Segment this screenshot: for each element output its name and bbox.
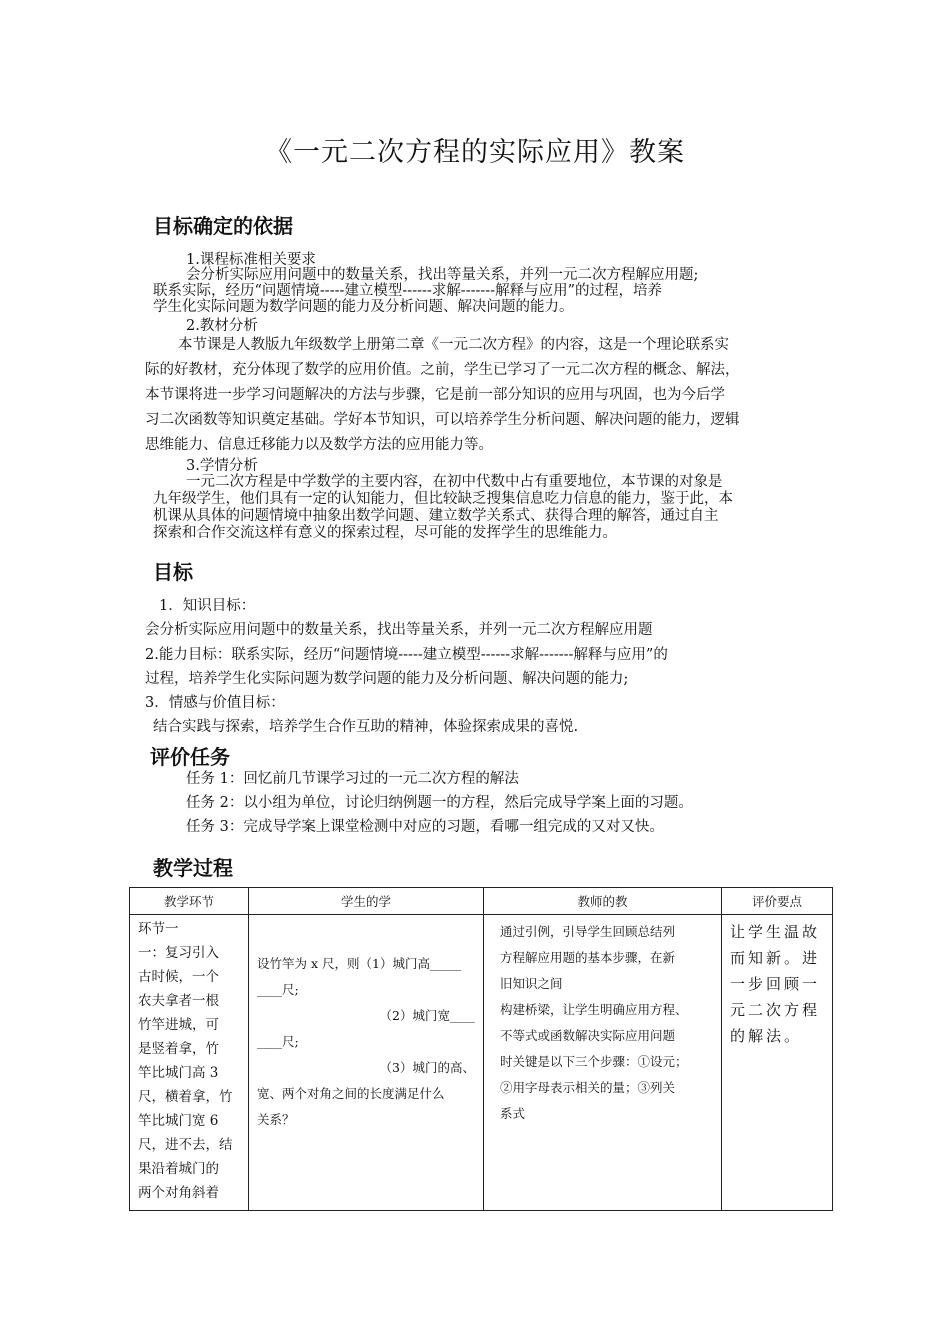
cell-line: 竿比城门宽 6 [138, 1113, 219, 1129]
cell-line: 元二次方程 [730, 1001, 821, 1019]
goal-line: 结合实践与探索，培养学生合作互助的精神，体验探索成果的喜悦. [153, 719, 579, 735]
cell-line: 的解法。 [730, 1027, 803, 1045]
item2-line: 际的好教材，充分体现了数学的应用价值。之前，学生已学习了一元二次方程的概念、解法， [145, 362, 740, 378]
item1-line: 学生化实际问题为数学问题的能力及分析问题、解决问题的能力。 [153, 299, 574, 315]
stage-cell [130, 915, 249, 1211]
document-title: 《一元二次方程的实际应用》教案 [265, 137, 685, 168]
item3-line: 九年级学生，他们具有一定的认知能力，但比较缺乏搜集信息吃力信息的能力，鉴于此，本 [153, 491, 733, 507]
cell-line: 时关键是以下三个步骤：①设元； [500, 1054, 688, 1069]
cell-line: 果沿着城门的 [138, 1161, 219, 1177]
cell-line: ____尺; [257, 1034, 299, 1049]
goal-line: 过程，培养学生化实际问题为数学问题的能力及分析问题、解决问题的能力; [145, 671, 629, 687]
cell-line: 不等式或函数解决实际应用问题 [500, 1028, 676, 1043]
task-line: 任务 2：以小组为单位，讨论归纳例题一的方程，然后完成导学案上面的习题。 [186, 795, 693, 811]
goal-line: 3．情感与价值目标： [145, 695, 285, 711]
header-cell: 教师的教 [484, 888, 722, 915]
cell-line: 尺，横着拿，竹 [138, 1089, 233, 1105]
goal-line: 会分析实际应用问题中的数量关系，找出等量关系，并列一元二次方程解应用题 [145, 622, 653, 638]
header-cell: 学生的学 [249, 888, 484, 915]
section-heading-goals: 目标 [153, 560, 193, 584]
cell-line: 一步回顾一 [730, 975, 821, 993]
cell-line: 通过引例，引导学生回顾总结列 [500, 924, 676, 939]
section-heading-process: 教学过程 [153, 856, 233, 880]
cell-line: 关系？ [257, 1112, 295, 1127]
item2-line: 习二次函数等知识奠定基础。学好本节知识，可以培养学生分析问题、解决问题的能力，逻辑 [145, 412, 740, 428]
cell-line: ②用字母表示相关的量；③列关 [500, 1080, 676, 1095]
task-line: 任务 3：完成导学案上课堂检测中对应的习题，看哪一组完成的又对又快。 [186, 819, 664, 835]
item3-line: 机课从具体的问题情境中抽象出数学问题、建立数学关系式、获得合理的解答，通过自主 [153, 508, 719, 524]
item2-label: 2.教材分析 [186, 318, 258, 334]
item2-line: 本节课将进一步学习问题解决的方法与步骤，它是前一部分知识的应用与巩固，也为今后学 [145, 387, 725, 403]
task-line: 任务 1：回忆前几节课学习过的一元二次方程的解法 [186, 771, 519, 787]
header-cell: 教学环节 [130, 888, 249, 915]
section-heading-basis: 目标确定的依据 [153, 214, 293, 238]
goal-line: 1．知识目标： [159, 598, 256, 614]
cell-line: 让学生温故 [730, 923, 821, 941]
lesson-table [129, 887, 833, 1211]
teacher-teaching-cell [484, 915, 722, 1211]
goal-line: 2.能力目标：联系实际，经历“问题情境-----建立模型------求解-------解释与应用”的 [145, 647, 668, 663]
cell-line: ____尺; [257, 982, 299, 997]
cell-line: 是竖着拿，竹 [138, 1041, 219, 1057]
table-row [130, 915, 833, 1211]
cell-line: 而知新。进 [730, 949, 821, 967]
header-cell: 评价要点 [722, 888, 833, 915]
item3-line: 探索和合作交流这样有意义的探索过程，尽可能的发挥学生的思维能力。 [153, 525, 617, 541]
evaluation-points-cell [722, 915, 833, 1211]
cell-line: 尺，进不去，结 [138, 1137, 233, 1153]
cell-line: 两个对角斜着 [138, 1185, 219, 1201]
cell-line: 古时候，一个 [138, 969, 219, 985]
cell-line: 农夫拿者一根 [138, 993, 219, 1009]
item2-line: 本节课是人教版九年级数学上册第二章《一元二次方程》的内容，这是一个理论联系实 [178, 337, 729, 353]
cell-line: （2）城门宽____ [379, 1008, 475, 1023]
cell-line: 构建桥梁，让学生明确应用方程、 [500, 1002, 688, 1017]
cell-line: 一：复习引入 [138, 945, 219, 961]
table-header-row [130, 888, 833, 915]
section-heading-tasks: 评价任务 [150, 745, 230, 769]
cell-line: 竹竿进城，可 [138, 1017, 219, 1033]
cell-line: （3）城门的高、 [379, 1060, 475, 1075]
cell-line: 竿比城门高 3 [138, 1065, 219, 1081]
cell-line: 宽、两个对角之间的长度满足什么 [257, 1086, 445, 1101]
item2-line: 思维能力、信息迁移能力以及数学方法的应用能力等。 [145, 437, 493, 453]
item3-label: 3.学情分析 [186, 458, 258, 474]
cell-line: 环节一 [138, 921, 179, 937]
item1-line: 联系实际，经历“问题情境-----建立模型------求解-------解释与应用”的过程，培养 [153, 283, 663, 299]
cell-line: 系式 [500, 1106, 526, 1121]
cell-line: 设竹竿为 x 尺，则（1）城门高_____ [257, 956, 462, 971]
item1-label: 1.课程标准相关要求 [186, 252, 316, 268]
student-learning-cell [249, 915, 484, 1211]
item1-line: 会分析实际应用问题中的数量关系，找出等量关系，并列一元二次方程解应用题; [186, 267, 699, 283]
cell-line: 旧知识之间 [500, 976, 563, 991]
item3-line: 一元二次方程是中学数学的主要内容，在初中代数中占有重要地位，本节课的对象是 [186, 474, 723, 490]
cell-line: 方程解应用题的基本步骤，在新 [500, 950, 676, 965]
